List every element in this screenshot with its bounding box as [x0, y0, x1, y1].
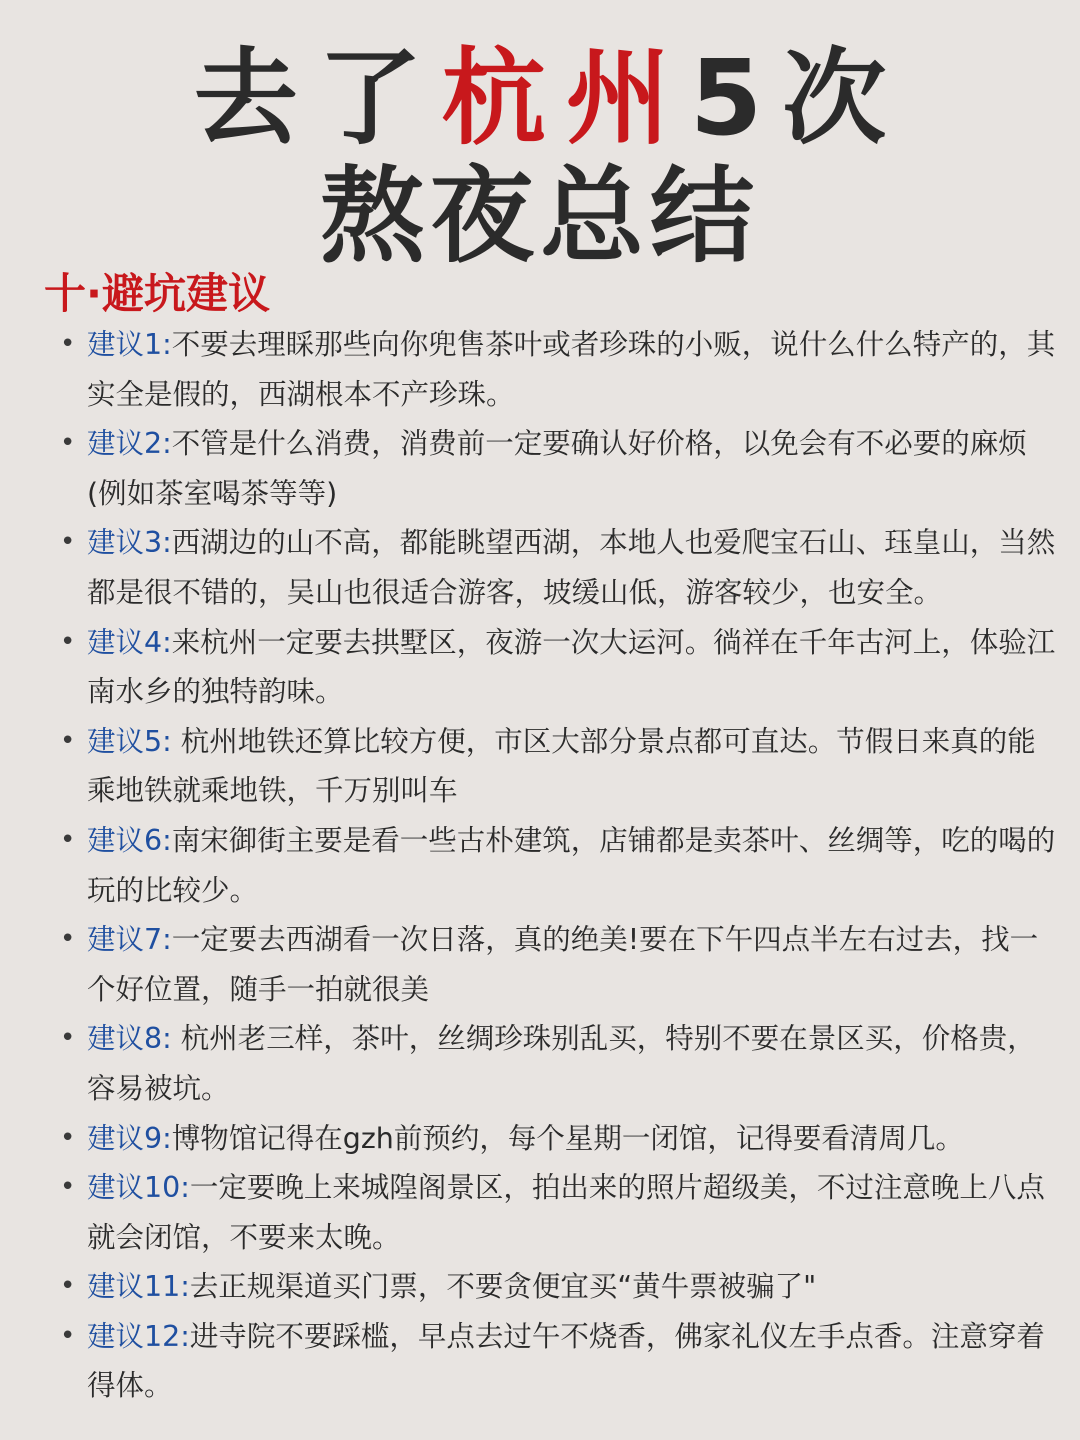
tip-text: 博物馆记得在gzh前预约，每个星期一闭馆，记得要看清周几。 [171, 1121, 964, 1155]
section-heading: 十·避坑建议 [44, 269, 270, 318]
tip-item-12 [60, 1312, 1060, 1411]
tip-text: 不要去理睬那些向你兜售茶叶或者珍珠的小贩，说什么什么特产的，其实全是假的，西湖根本不产珍珠。 [87, 328, 1056, 411]
tip-label: 建议10: [87, 1171, 190, 1205]
tip-text: 进寺院不要踩槛，早点去过午不烧香，佛家礼仪左手点香。注意穿着得体。 [87, 1319, 1045, 1403]
tip-item-8 [60, 1014, 1060, 1113]
bullet-icon: • [60, 1172, 76, 1203]
tip-text: 不管是什么消费，消费前一定要确认好价格，以免会有不必要的麻烦(例如茶室喝茶等等) [87, 427, 1027, 510]
tip-item-6 [60, 816, 1060, 915]
bullet-icon: • [60, 924, 76, 955]
tip-item-3 [60, 518, 1060, 617]
bullet-icon: • [60, 428, 76, 459]
tip-label: 建议12: [87, 1319, 190, 1353]
title-line-2: 熬夜总结 [319, 155, 760, 277]
tip-item-2 [60, 419, 1060, 518]
title-line-1 [0, 37, 1080, 159]
tip-text: 来杭州一定要去拱墅区，夜游一次大运河。徜祥在千年古河上，体验江南水乡的独特韵味。 [87, 625, 1056, 709]
tip-label: 建议3: [87, 526, 172, 560]
tip-item-7 [60, 915, 1060, 1014]
tip-label: 建议7: [87, 923, 172, 957]
bullet-icon: • [60, 1271, 76, 1302]
tip-text: 杭州地铁还算比较方便，市区大部分景点都可直达。节假日来真的能乘地铁就乘地铁，千万别叫车 [87, 724, 1036, 808]
bullet-icon: • [60, 725, 76, 756]
tip-item-11 [60, 1262, 1060, 1312]
title-prefix: 去了 [193, 37, 442, 159]
tip-item-9 [60, 1114, 1060, 1164]
bullet-icon: • [60, 626, 76, 657]
bullet-icon: • [60, 527, 76, 558]
tip-text: 一定要晚上来城隍阁景区，拍出来的照片超级美，不过注意晚上八点就会闭馆，不要来太晚。 [87, 1171, 1045, 1254]
tip-item-5 [60, 717, 1060, 816]
tip-label: 建议4: [87, 625, 172, 659]
bullet-icon: • [60, 1023, 76, 1054]
tip-label: 建议6: [87, 823, 172, 857]
title-suffix: 5次 [689, 37, 907, 159]
tip-text: 杭州老三样，茶叶，丝绸珍珠别乱买，特别不要在景区买，价格贵，容易被坑。 [87, 1022, 1036, 1105]
bullet-icon: • [60, 329, 76, 359]
tip-label: 建议1: [87, 328, 172, 361]
tip-label: 建议5: [87, 724, 172, 758]
tip-label: 建议2: [87, 427, 172, 461]
tip-label: 建议9: [87, 1121, 172, 1155]
title-accent-city: 杭州 [441, 37, 690, 159]
bullet-icon: • [60, 1122, 76, 1153]
tips-list [60, 320, 1060, 1411]
tip-text: 去正规渠道买门票，不要贪便宜买“黄牛票被骗了" [189, 1270, 817, 1304]
bullet-icon: • [60, 1320, 76, 1351]
tip-text: 一定要去西湖看一次日落，真的绝美!要在下午四点半左右过去，找一个好位置，随手一拍就很美 [87, 923, 1039, 1006]
tip-item-4 [60, 618, 1060, 717]
tip-item-1 [60, 320, 1060, 419]
bullet-icon: • [60, 824, 76, 855]
tip-item-10 [60, 1163, 1060, 1262]
tip-label: 建议11: [87, 1270, 190, 1304]
tip-text: 南宋御街主要是看一些古朴建筑，店铺都是卖茶叶、丝绸等，吃的喝的玩的比较少。 [87, 823, 1056, 907]
tip-text: 西湖边的山不高，都能眺望西湖，本地人也爱爬宝石山、珏皇山，当然都是很不错的，吴山也很适合游客，坡缓山低，游客较少，也安全。 [87, 526, 1056, 609]
tip-label: 建议8: [87, 1022, 172, 1056]
